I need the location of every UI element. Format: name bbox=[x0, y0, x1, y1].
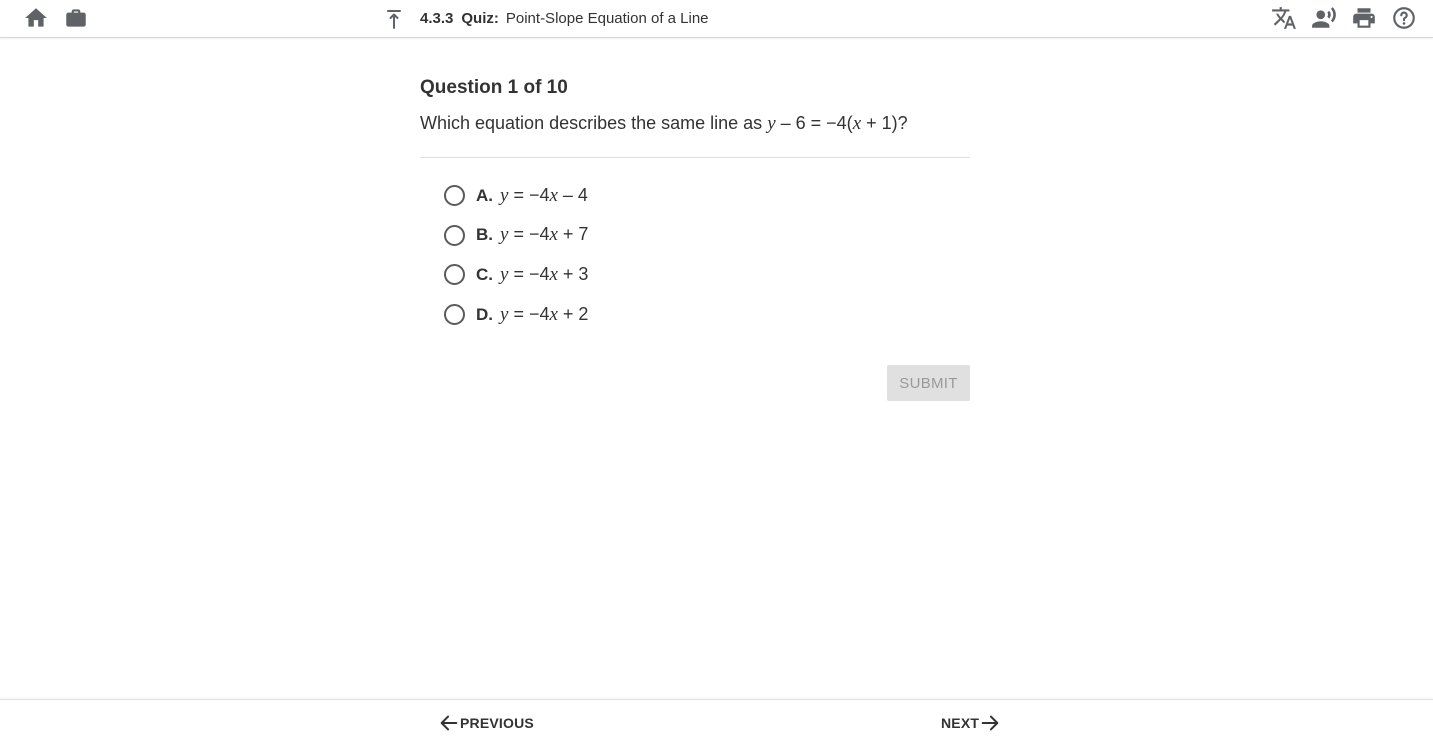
lesson-number: 4.3.3 bbox=[420, 10, 454, 27]
radio-button[interactable] bbox=[444, 304, 465, 325]
text-to-speech-icon[interactable] bbox=[1311, 5, 1337, 31]
option-text: = −4 bbox=[508, 303, 550, 324]
option-text: = −4 bbox=[508, 263, 550, 284]
back-arrow-icon[interactable] bbox=[384, 7, 408, 31]
submit-button[interactable]: SUBMIT bbox=[887, 365, 970, 401]
top-bar bbox=[0, 0, 1433, 38]
prompt-text-mid: – 6 = −4( bbox=[775, 113, 853, 133]
radio-button[interactable] bbox=[444, 185, 465, 206]
option-text: = −4 bbox=[508, 184, 550, 205]
option-var-x: x bbox=[549, 224, 558, 246]
prompt-text: Which equation describes the same line as bbox=[420, 113, 768, 133]
option-equation bbox=[500, 264, 588, 286]
answer-option-a[interactable] bbox=[444, 176, 588, 216]
answer-options bbox=[444, 176, 588, 334]
briefcase-icon[interactable] bbox=[63, 5, 89, 31]
answer-option-d[interactable] bbox=[444, 295, 588, 335]
question-prompt bbox=[420, 113, 908, 135]
option-text-end: + 2 bbox=[557, 303, 589, 324]
translate-icon[interactable] bbox=[1271, 5, 1297, 31]
lesson-type: Quiz: bbox=[461, 10, 499, 27]
prompt-var-x: x bbox=[852, 113, 862, 134]
option-equation bbox=[500, 224, 588, 246]
option-equation bbox=[500, 185, 588, 207]
print-icon[interactable] bbox=[1351, 5, 1377, 31]
arrow-left-icon bbox=[438, 712, 460, 734]
option-var-y: y bbox=[500, 224, 509, 246]
radio-button[interactable] bbox=[444, 264, 465, 285]
option-text-end: + 7 bbox=[557, 224, 589, 245]
option-letter: C. bbox=[476, 264, 493, 284]
bottom-nav-bar bbox=[0, 699, 1433, 748]
option-equation bbox=[500, 304, 588, 326]
prompt-var-y: y bbox=[767, 113, 776, 134]
option-letter: D. bbox=[476, 304, 493, 324]
home-icon[interactable] bbox=[23, 5, 49, 31]
option-var-y: y bbox=[500, 303, 509, 325]
previous-button[interactable] bbox=[438, 710, 534, 736]
question-header: Question 1 of 10 bbox=[420, 77, 568, 98]
option-var-x: x bbox=[549, 263, 558, 285]
option-var-y: y bbox=[500, 184, 509, 206]
option-text: = −4 bbox=[508, 224, 550, 245]
answer-option-c[interactable] bbox=[444, 255, 588, 295]
answer-option-b[interactable] bbox=[444, 216, 588, 256]
lesson-title-bar bbox=[384, 0, 709, 37]
arrow-right-icon bbox=[979, 712, 1001, 734]
option-var-x: x bbox=[549, 303, 558, 325]
option-letter: B. bbox=[476, 225, 493, 245]
radio-button[interactable] bbox=[444, 225, 465, 246]
option-text-end: + 3 bbox=[557, 263, 589, 284]
option-letter: A. bbox=[476, 185, 493, 205]
previous-label: PREVIOUS bbox=[460, 715, 534, 731]
option-var-x: x bbox=[549, 184, 558, 206]
divider bbox=[420, 157, 970, 158]
lesson-title: Point-Slope Equation of a Line bbox=[505, 10, 709, 27]
option-text-end: – 4 bbox=[557, 184, 588, 205]
prompt-text-end: + 1)? bbox=[861, 113, 908, 133]
help-icon[interactable] bbox=[1391, 5, 1417, 31]
next-button[interactable] bbox=[941, 710, 1001, 736]
option-var-y: y bbox=[500, 263, 509, 285]
next-label: NEXT bbox=[941, 715, 980, 731]
